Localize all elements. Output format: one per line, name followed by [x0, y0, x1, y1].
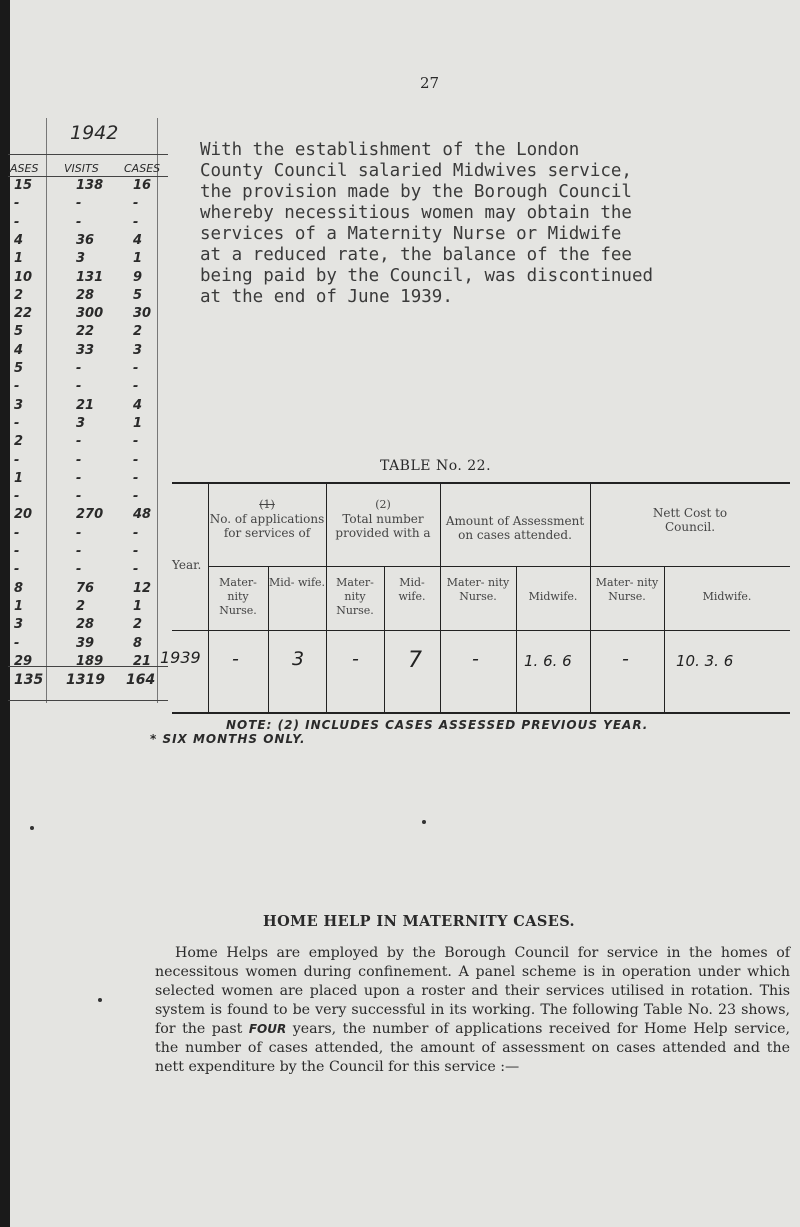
- ledger-cell: 22: [76, 324, 95, 340]
- ledger-cell: -: [76, 434, 82, 450]
- ledger-cell: -: [14, 489, 20, 505]
- ledger-cell: -: [14, 214, 20, 230]
- ledger-cell: 5: [14, 361, 24, 376]
- ledger-header-cases: ASES: [10, 162, 39, 175]
- ledger-cell: -: [76, 452, 82, 468]
- table-rule: [172, 482, 790, 484]
- group-3-label: Amount of Assessment on cases attended.: [445, 514, 585, 542]
- ledger-header-cases-2: CASES: [124, 162, 161, 175]
- subheader-7: Mater- nity Nurse.: [595, 576, 659, 603]
- ledger-cell: -: [133, 544, 139, 559]
- ledger-cell: 300: [76, 306, 104, 322]
- ledger-cell: 21: [133, 653, 152, 669]
- row-value-7: -: [622, 648, 629, 670]
- ledger-cell: -: [76, 470, 82, 486]
- ledger-cell: 4: [133, 232, 143, 248]
- ledger-cell: -: [133, 452, 139, 468]
- ledger-rule: [8, 176, 168, 177]
- ledger-header-visits: VISITS: [64, 162, 99, 175]
- ledger-cell: -: [133, 470, 139, 486]
- stray-mark: [422, 820, 426, 824]
- group-1-label: No. of applications for services of: [209, 512, 325, 540]
- ledger-cell: -: [14, 196, 20, 212]
- note-includes-previous-year: NOTE: (2) INCLUDES CASES ASSESSED PREVIOUS YEAR.: [226, 718, 649, 732]
- ledger-cell: -: [133, 525, 139, 541]
- subheader-6: Midwife.: [528, 590, 578, 603]
- ledger-cell: -: [133, 434, 139, 450]
- ledger-cell: -: [14, 562, 20, 578]
- ledger-cell: 2: [133, 324, 143, 340]
- stray-mark: [30, 826, 34, 830]
- paragraph-text-before: Home Helps are employed by the Borough Council for service in the homes of necessitous women during confinement. A panel scheme is in operation under which selected women are placed upon a roster and their services utilised in rotation. This system is found to be very successful in its working. The following Table No. 23 shows, for the past: [155, 945, 790, 1037]
- row-value-1: -: [232, 648, 239, 670]
- ledger-cell: 1: [14, 470, 24, 486]
- ledger-cell: -: [133, 196, 139, 212]
- table-rule: [208, 566, 790, 567]
- ledger-cell: 15: [14, 178, 33, 193]
- ledger-cell: 4: [14, 232, 24, 248]
- ledger-cell: 189: [76, 653, 104, 669]
- row-value-3: -: [352, 648, 359, 670]
- ledger-cell: 8: [133, 635, 143, 651]
- ledger-cell: -: [14, 415, 20, 431]
- table-rule: [172, 630, 790, 631]
- ledger-cell: 2: [133, 617, 143, 633]
- ledger-cell: -: [76, 196, 82, 212]
- table-rule: [172, 712, 790, 714]
- ledger-cell: -: [133, 489, 139, 505]
- subheader-2: Mid- wife.: [268, 576, 326, 589]
- note-six-months: * SIX MONTHS ONLY.: [150, 732, 306, 746]
- ledger-cell: 48: [133, 507, 152, 523]
- handwritten-insertion: FOUR: [248, 1022, 287, 1036]
- ledger-cell: 30: [133, 306, 152, 322]
- subheader-8: Midwife.: [702, 590, 752, 603]
- paragraph-text-after: years, the number of applications received for Home Help service, the number of cases attended, the amount of assessment on cases attended and the nett expenditure by the Council for this service :—: [155, 1021, 790, 1075]
- section-heading: HOME HELP IN MATERNITY CASES.: [263, 913, 576, 930]
- home-help-paragraph: [155, 944, 790, 1077]
- page-number: 27: [420, 74, 440, 92]
- ledger-cell: 2: [14, 434, 24, 450]
- group-1-number: (1): [259, 498, 275, 511]
- ledger-cell: 28: [76, 617, 95, 633]
- ledger-cell: 36: [76, 232, 95, 248]
- table-rule: [516, 566, 517, 714]
- ledger-cell: 3: [76, 251, 86, 267]
- ledger-cell: 3: [14, 617, 24, 633]
- ledger-cell: 270: [76, 507, 104, 523]
- ledger-cell: -: [133, 361, 139, 376]
- ledger-cell: 4: [133, 397, 143, 413]
- intro-paragraph: With the establishment of the London County Council salaried Midwives service, the provision made by the Borough Council whereby necessitious women may obtain the services of a Maternity Nurse or Midwife at a reduced rate, the balance of the fee being paid by the Council, was discontinued at the end of June 1939.: [200, 140, 654, 307]
- ledger-cell: 16: [133, 178, 152, 193]
- group-2-number: (2): [375, 498, 391, 511]
- ledger-cell: 4: [14, 342, 24, 358]
- table-rule: [664, 566, 665, 714]
- ledger-cell: 131: [76, 269, 104, 285]
- group-1-header: [208, 498, 326, 540]
- ledger-cell: -: [76, 525, 82, 541]
- row-value-4: 7: [408, 648, 422, 673]
- ledger-cell: 5: [14, 324, 24, 340]
- subheader-5: Mater- nity Nurse.: [446, 576, 510, 603]
- ledger-cell: -: [76, 214, 82, 230]
- table-22: [160, 482, 790, 714]
- ledger-cell: 1: [14, 251, 24, 267]
- row-value-8: 10. 3. 6: [676, 652, 734, 670]
- ledger-cell: 138: [76, 178, 104, 193]
- ledger-cell: 3: [76, 415, 86, 431]
- ledger-cell: 33: [76, 342, 95, 358]
- ledger-totals-row: [8, 672, 168, 694]
- ledger-cell: 10: [14, 269, 33, 285]
- subheader-3: Mater- nity Nurse.: [336, 576, 374, 617]
- ledger-cell: -: [76, 379, 82, 395]
- ledger-cell: -: [76, 489, 82, 505]
- ledger-1942: [8, 118, 168, 708]
- ledger-cell: -: [14, 525, 20, 541]
- subheader-4: Mid- wife.: [398, 576, 426, 603]
- table-title: TABLE No. 22.: [380, 458, 492, 474]
- ledger-cell: 1: [14, 598, 24, 614]
- ledger-rule: [8, 700, 168, 701]
- ledger-cell: -: [76, 544, 82, 559]
- year-header: Year.: [172, 558, 202, 572]
- ledger-cell: 8: [14, 580, 24, 596]
- ledger-cell: -: [133, 214, 139, 230]
- ledger-cell: -: [133, 562, 139, 578]
- group-4-label: Nett Cost to Council.: [652, 506, 728, 534]
- ledger-cell: 9: [133, 269, 143, 285]
- ledger-cell: -: [14, 635, 20, 651]
- ledger-cell: 28: [76, 287, 95, 303]
- ledger-rule: [8, 154, 168, 155]
- ledger-cell: -: [133, 379, 139, 395]
- row-value-2: 3: [292, 648, 305, 670]
- ledger-cell: 20: [14, 507, 33, 523]
- row-value-5: -: [472, 648, 479, 670]
- row-value-6: 1. 6. 6: [524, 652, 572, 670]
- ledger-cell: 1: [133, 251, 143, 267]
- group-2-label: Total number provided with a: [335, 512, 431, 540]
- ledger-cell: -: [76, 361, 82, 376]
- ledger-cell: 1: [133, 415, 143, 431]
- ledger-cell: 3: [14, 397, 24, 413]
- ledger-cell: 12: [133, 580, 152, 596]
- ledger-rule: [8, 666, 168, 667]
- ledger-cell: -: [76, 562, 82, 578]
- ledger-cell: 76: [76, 580, 95, 596]
- ledger-cell: 29: [14, 653, 33, 669]
- row-year: 1939: [160, 648, 201, 667]
- ledger-total-cases-2: 164: [126, 672, 156, 688]
- ledger-cell: -: [14, 544, 20, 559]
- ledger-cell: 3: [133, 342, 143, 358]
- ledger-cell: 1: [133, 598, 143, 614]
- ledger-total-cases: 135: [14, 672, 44, 688]
- subheader-1: Mater- nity Nurse.: [219, 576, 257, 617]
- ledger-cell: 2: [14, 287, 24, 303]
- stray-mark: [98, 998, 102, 1002]
- ledger-cell: 39: [76, 635, 95, 651]
- ledger-cell: -: [14, 379, 20, 395]
- ledger-total-visits: 1319: [66, 672, 105, 688]
- ledger-cell: 5: [133, 287, 143, 303]
- ledger-cell: 2: [76, 598, 86, 614]
- ledger-year: 1942: [70, 122, 119, 144]
- ledger-cell: -: [14, 452, 20, 468]
- ledger-cell: 22: [14, 306, 33, 322]
- ledger-cell: 21: [76, 397, 95, 413]
- group-2-header: [326, 498, 440, 540]
